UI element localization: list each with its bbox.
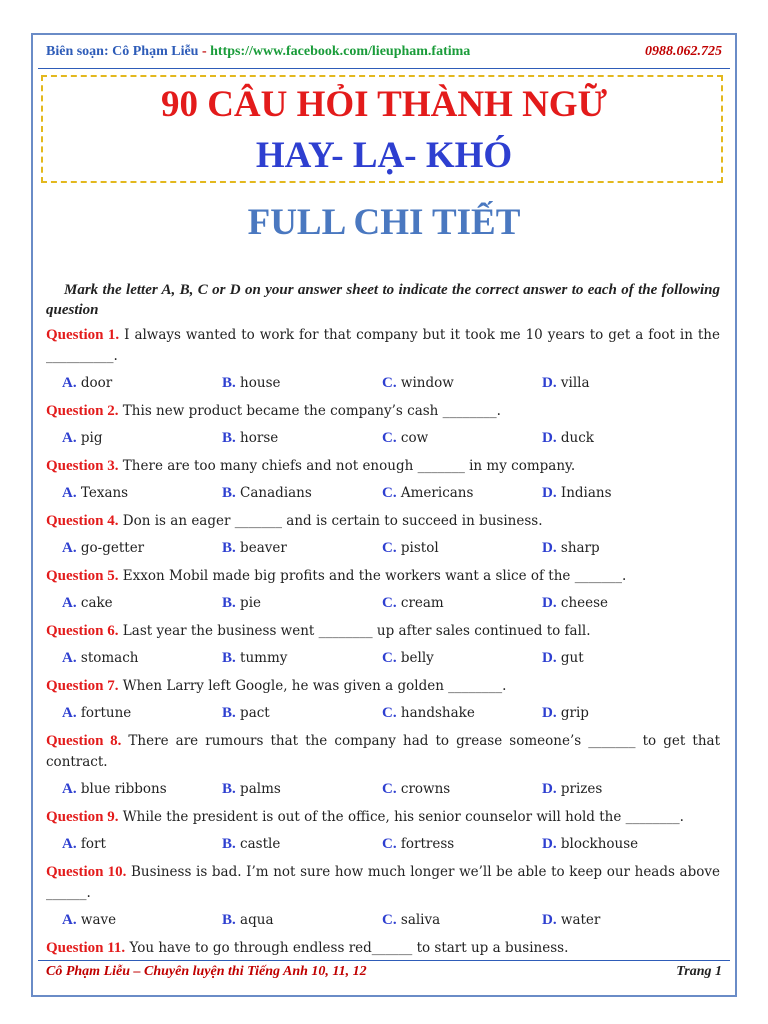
option-letter: A. [62, 704, 77, 721]
answer-option[interactable] [542, 912, 702, 929]
question-item [46, 566, 720, 587]
question-text: When Larry left Google, he was given a golden ________. [118, 678, 507, 694]
option-text: tummy [235, 649, 288, 666]
option-text: fortress [396, 835, 455, 852]
answer-options [46, 702, 720, 724]
option-letter: A. [62, 911, 77, 928]
answer-option[interactable] [382, 375, 542, 392]
question-text: Business is bad. I’m not sure how much longer we’ll be able to keep our heads above ______. [46, 864, 720, 901]
answer-options [46, 833, 720, 855]
option-text: gut [556, 649, 584, 666]
option-text: cake [76, 594, 113, 611]
answer-options [46, 427, 720, 449]
question-item [46, 511, 720, 532]
question-label: Question 9. [46, 809, 119, 825]
page-footer [46, 964, 722, 984]
answer-option[interactable] [62, 836, 222, 853]
question-label: Question 7. [46, 678, 119, 694]
option-letter: A. [62, 429, 77, 446]
footer-divider [38, 960, 730, 961]
answer-option[interactable] [222, 430, 382, 447]
instruction-text: Mark the letter A, B, C or D on your answer sheet to indicate the correct answer to each of the following question [46, 282, 720, 318]
answer-option[interactable] [382, 836, 542, 853]
question-label: Question 1. [46, 327, 120, 343]
title-line-3: FULL CHI TIẾT [247, 202, 521, 243]
option-text: crowns [396, 780, 451, 797]
option-text: Canadians [235, 484, 312, 501]
page-number: Trang 1 [676, 964, 722, 979]
option-text: cow [396, 429, 429, 446]
answer-option[interactable] [382, 705, 542, 722]
answer-option[interactable] [222, 650, 382, 667]
question-text: This new product became the company’s cash ________. [118, 403, 501, 419]
answer-options [46, 647, 720, 669]
option-text: cream [396, 594, 444, 611]
option-letter: C. [382, 484, 397, 501]
option-letter: B. [222, 429, 236, 446]
option-letter: A. [62, 835, 77, 852]
option-letter: D. [542, 484, 557, 501]
answer-option[interactable] [222, 781, 382, 798]
header-credit [46, 44, 470, 60]
option-text: sharp [556, 539, 600, 556]
option-text: blockhouse [556, 835, 639, 852]
question-item [46, 621, 720, 642]
option-text: horse [235, 429, 279, 446]
option-text: house [235, 374, 281, 391]
option-text: Americans [396, 484, 474, 501]
option-text: fort [76, 835, 106, 852]
page-header [46, 44, 722, 64]
option-text: cheese [556, 594, 609, 611]
option-text: saliva [396, 911, 441, 928]
option-letter: C. [382, 429, 397, 446]
answer-option[interactable] [222, 485, 382, 502]
question-text: Last year the business went ________ up after sales continued to fall. [118, 623, 591, 639]
question-text: There are too many chiefs and not enough _______ in my company. [118, 458, 576, 474]
answer-option[interactable] [542, 836, 702, 853]
option-text: palms [235, 780, 281, 797]
answer-option[interactable] [382, 650, 542, 667]
option-text: blue ribbons [76, 780, 167, 797]
option-text: Texans [76, 484, 129, 501]
question-text: I always wanted to work for that company but it took me 10 years to get a foot in the __________. [46, 327, 720, 364]
header-separator: - [198, 44, 211, 59]
option-text: duck [556, 429, 594, 446]
option-letter: B. [222, 594, 236, 611]
answer-option[interactable] [542, 650, 702, 667]
answer-option[interactable] [62, 595, 222, 612]
question-label: Question 11. [46, 940, 126, 956]
answer-option[interactable] [542, 540, 702, 557]
answer-option[interactable] [62, 781, 222, 798]
option-letter: C. [382, 780, 397, 797]
option-letter: C. [382, 835, 397, 852]
option-letter: D. [542, 429, 557, 446]
option-letter: A. [62, 484, 77, 501]
option-letter: D. [542, 911, 557, 928]
question-label: Question 8. [46, 733, 122, 749]
answer-options [46, 909, 720, 931]
answer-option[interactable] [382, 430, 542, 447]
answer-option[interactable] [62, 430, 222, 447]
answer-option[interactable] [62, 650, 222, 667]
option-text: window [396, 374, 454, 391]
option-letter: A. [62, 594, 77, 611]
question-text: Don is an eager _______ and is certain to succeed in business. [118, 513, 543, 529]
option-text: belly [396, 649, 434, 666]
option-text: beaver [235, 539, 287, 556]
option-letter: B. [222, 911, 236, 928]
option-text: wave [76, 911, 117, 928]
option-letter: C. [382, 911, 397, 928]
option-text: prizes [556, 780, 603, 797]
footer-credit: Cô Phạm Liễu – Chuyên luyện thi Tiếng Anh 10, 11, 12 [46, 964, 367, 979]
answer-option[interactable] [222, 836, 382, 853]
option-letter: D. [542, 374, 557, 391]
option-letter: B. [222, 704, 236, 721]
answer-option[interactable] [62, 705, 222, 722]
question-item [46, 938, 720, 959]
answer-option[interactable] [382, 912, 542, 929]
answer-options [46, 778, 720, 800]
answer-option[interactable] [222, 540, 382, 557]
question-label: Question 3. [46, 458, 119, 474]
option-text: castle [235, 835, 281, 852]
option-letter: C. [382, 539, 397, 556]
title-line-2: HAY- LẠ- KHÓ [255, 135, 513, 176]
option-letter: B. [222, 780, 236, 797]
question-label: Question 4. [46, 513, 119, 529]
answer-option[interactable] [62, 912, 222, 929]
option-text: pistol [396, 539, 439, 556]
answer-option[interactable] [62, 485, 222, 502]
option-text: stomach [76, 649, 139, 666]
question-label: Question 10. [46, 864, 127, 880]
answer-option[interactable] [382, 781, 542, 798]
option-text: pig [76, 429, 103, 446]
facebook-link[interactable]: https://www.facebook.com/lieupham.fatima [210, 44, 471, 59]
option-text: grip [556, 704, 589, 721]
question-content [46, 280, 720, 959]
answer-option[interactable] [382, 540, 542, 557]
option-letter: B. [222, 835, 236, 852]
answer-option[interactable] [222, 912, 382, 929]
question-item [46, 401, 720, 422]
option-letter: A. [62, 539, 77, 556]
header-divider [38, 68, 730, 69]
answer-option[interactable] [222, 375, 382, 392]
question-item [46, 807, 720, 828]
question-text: Exxon Mobil made big profits and the workers want a slice of the _______. [118, 568, 627, 584]
option-letter: C. [382, 649, 397, 666]
option-letter: D. [542, 704, 557, 721]
option-letter: D. [542, 594, 557, 611]
option-letter: C. [382, 704, 397, 721]
question-text: While the president is out of the office, his senior counselor will hold the ________. [118, 809, 684, 825]
question-item [46, 456, 720, 477]
option-letter: A. [62, 374, 77, 391]
answer-option[interactable] [382, 485, 542, 502]
answer-option[interactable] [222, 705, 382, 722]
question-text: You have to go through endless red______ to start up a business. [125, 940, 569, 956]
option-text: fortune [76, 704, 132, 721]
answer-option[interactable] [62, 375, 222, 392]
option-letter: C. [382, 594, 397, 611]
answer-option[interactable] [542, 781, 702, 798]
option-text: pie [235, 594, 262, 611]
option-letter: D. [542, 780, 557, 797]
option-letter: B. [222, 649, 236, 666]
question-text: There are rumours that the company had to grease someone’s _______ to get that contract. [46, 733, 721, 770]
question-label: Question 6. [46, 623, 119, 639]
option-text: aqua [235, 911, 274, 928]
answer-option[interactable] [222, 595, 382, 612]
title-line-1: 90 CÂU HỎI THÀNH NGỮ [160, 84, 608, 125]
option-letter: B. [222, 484, 236, 501]
answer-options [46, 482, 720, 504]
question-item [46, 862, 720, 904]
option-letter: B. [222, 374, 236, 391]
option-letter: A. [62, 649, 77, 666]
answer-option[interactable] [382, 595, 542, 612]
question-item [46, 325, 720, 367]
answer-options [46, 372, 720, 394]
answer-options [46, 537, 720, 559]
answer-option[interactable] [62, 540, 222, 557]
answer-option[interactable] [542, 485, 702, 502]
question-item [46, 676, 720, 697]
option-text: villa [556, 374, 590, 391]
header-phone: 0988.062.725 [645, 44, 722, 59]
question-item [46, 731, 720, 773]
question-label: Question 2. [46, 403, 119, 419]
option-letter: D. [542, 649, 557, 666]
answer-options [46, 592, 720, 614]
option-letter: C. [382, 374, 397, 391]
header-author: Biên soạn: Cô Phạm Liễu [46, 44, 199, 59]
option-letter: D. [542, 539, 557, 556]
answer-option[interactable] [542, 705, 702, 722]
option-text: handshake [396, 704, 475, 721]
option-text: door [76, 374, 113, 391]
answer-option[interactable] [542, 375, 702, 392]
option-letter: B. [222, 539, 236, 556]
option-letter: D. [542, 835, 557, 852]
option-text: Indians [556, 484, 612, 501]
option-text: pact [235, 704, 270, 721]
option-text: water [556, 911, 601, 928]
answer-option[interactable] [542, 430, 702, 447]
option-text: go-getter [76, 539, 145, 556]
answer-option[interactable] [542, 595, 702, 612]
question-label: Question 5. [46, 568, 119, 584]
option-letter: A. [62, 780, 77, 797]
